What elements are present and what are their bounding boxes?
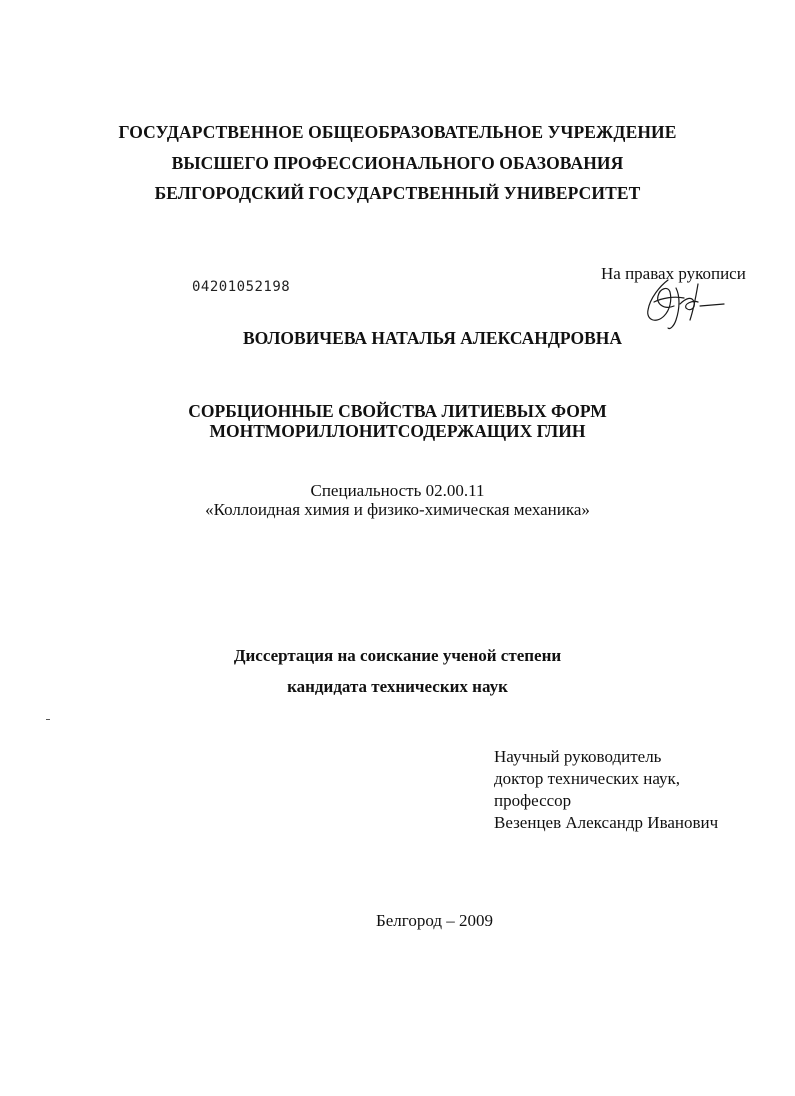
institution-line-2: ВЫСШЕГО ПРОФЕССИОНАЛЬНОГО ОБАЗОВАНИЯ [171,153,624,173]
specialty-code: Специальность 02.00.11 [310,481,485,500]
specialty-name: «Коллоидная химия и физико-химическая механика» [205,500,590,519]
supervisor-role: Научный руководитель [494,747,662,766]
signature [640,276,730,332]
scan-mark [46,719,50,720]
supervisor-degree: доктор технических наук, [494,769,681,788]
registration-number: 04201052198 [192,279,291,295]
supervisor-name: Везенцев Александр Иванович [494,813,719,832]
title-line-2: МОНТМОРИЛЛОНИТСОДЕРЖАЩИХ ГЛИН [209,421,586,441]
supervisor-rank: профессор [494,791,572,810]
manuscript-rights: На правах рукописи [601,264,746,283]
institution-line-3: БЕЛГОРОДСКИЙ ГОСУДАРСТВЕННЫЙ УНИВЕРСИТЕТ [154,183,641,203]
supervisor-block [494,746,718,834]
city-year: Белгород – 2009 [376,911,493,930]
dissertation-line-2: кандидата технических наук [287,677,508,696]
dissertation-line-1: Диссертация на соискание ученой степени [233,646,562,665]
author-name: ВОЛОВИЧЕВА НАТАЛЬЯ АЛЕКСАНДРОВНА [242,328,623,348]
title-line-1: СОРБЦИОННЫЕ СВОЙСТВА ЛИТИЕВЫХ ФОРМ [188,401,607,421]
institution-line-1: ГОСУДАРСТВЕННОЕ ОБЩЕОБРАЗОВАТЕЛЬНОЕ УЧРЕЖДЕНИЕ [118,122,677,142]
